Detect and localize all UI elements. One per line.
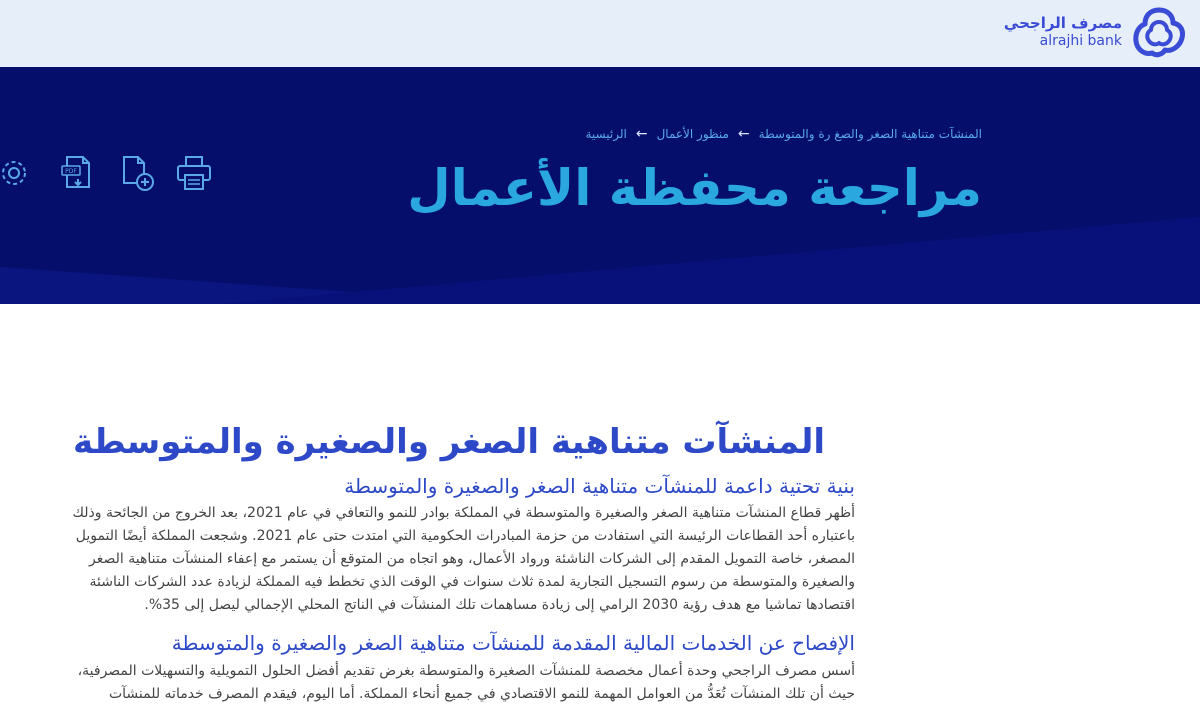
arrow-left-icon: ← xyxy=(737,126,750,142)
paragraph-line: حيث أن تلك المنشآت تُعَدُّ من العوامل المهمة للنمو الاقتصادي في جميع أنحاء المملكة. أما اليوم، فيقدم المصرف خدماته للمنشآت xyxy=(108,686,855,702)
arrow-left-icon: ← xyxy=(635,126,648,142)
print-icon xyxy=(174,153,214,193)
breadcrumb-business-perspective[interactable]: منظور الأعمال xyxy=(656,127,729,141)
brand-wordmark xyxy=(1004,16,1122,48)
brand-name-ar: مصرف الراجحي xyxy=(1003,14,1122,32)
brand-name-en: alrajhi bank xyxy=(1039,33,1122,49)
main-content xyxy=(0,304,1200,700)
section-title: المنشآت متناهية الصغر والصغيرة والمتوسطة xyxy=(73,422,825,462)
pdf-download-button[interactable] xyxy=(58,153,98,193)
top-header xyxy=(0,0,1200,67)
paragraph-line: اقتصادها تماشيا مع هدف رؤية 2030 الرامي إلى زيادة مساهمات تلك المنشآت في الناتج المحلي الإجمالي ليصل إلى 35%. xyxy=(144,597,855,613)
settings-button[interactable] xyxy=(0,153,40,193)
page-tools xyxy=(0,153,214,193)
file-add-icon xyxy=(116,153,156,193)
paragraph-financial-disclosure xyxy=(78,660,855,706)
breadcrumb-home[interactable]: الرئيسية xyxy=(585,127,627,141)
hero-banner xyxy=(0,67,1200,304)
pdf-file-icon xyxy=(58,153,98,193)
breadcrumb xyxy=(585,127,982,141)
paragraph-line: أسس مصرف الراجحي وحدة أعمال مخصصة للمنشآت الصغيرة والمتوسطة بغرض تقديم أفضل الحلول التمويلية والتسهيلات المصرفية، xyxy=(77,663,855,679)
paragraph-line: باعتباره أحد القطاعات الرئيسة التي استفادت من حزمة المبادرات الحكومية التي امتدت حتى عام 2021. وشجعت المملكة أيضًا التمويل xyxy=(75,528,855,544)
page-title: مراجعة محفظة الأعمال xyxy=(407,159,982,217)
add-file-button[interactable] xyxy=(116,153,156,193)
paragraph-line: والصغيرة والمتوسطة من رسوم التسجيل التجارية لمدة ثلاث سنوات في الوقت الذي تخطط فيه المملكة لزيادة عدد الشركات الناشئة xyxy=(89,574,855,590)
paragraph-line: المصغر، خاصة التمويل المقدم إلى الشركات الناشئة ورواد الأعمال، وهو اتجاه من المتوقع أن يستمر مع إعفاء المنشآت متناهية الصغر xyxy=(89,551,855,567)
subsection-title-financial-disclosure: الإفصاح عن الخدمات المالية المقدمة للمنشآت متناهية الصغر والصغيرة والمتوسطة xyxy=(171,631,855,655)
brand-logo[interactable] xyxy=(1004,6,1186,58)
breadcrumb-sme[interactable]: المنشآت متناهية الصغر والصغ رة والمتوسطة xyxy=(758,127,982,141)
paragraph-line: أظهر قطاع المنشآت متناهية الصغر والصغيرة والمتوسطة في المملكة بوادر للنمو والتعافي في عام 2021، بعد الخروج من الجائحة وذلك xyxy=(72,505,855,521)
print-button[interactable] xyxy=(174,153,214,193)
paragraph-infrastructure xyxy=(72,502,855,617)
subsection-title-infrastructure: بنية تحتية داعمة للمنشآت متناهية الصغر والصغيرة والمتوسطة xyxy=(344,474,855,498)
svg-text:PDF: PDF xyxy=(65,168,77,175)
brand-mark-icon xyxy=(1132,6,1186,58)
settings-icon xyxy=(0,153,40,193)
